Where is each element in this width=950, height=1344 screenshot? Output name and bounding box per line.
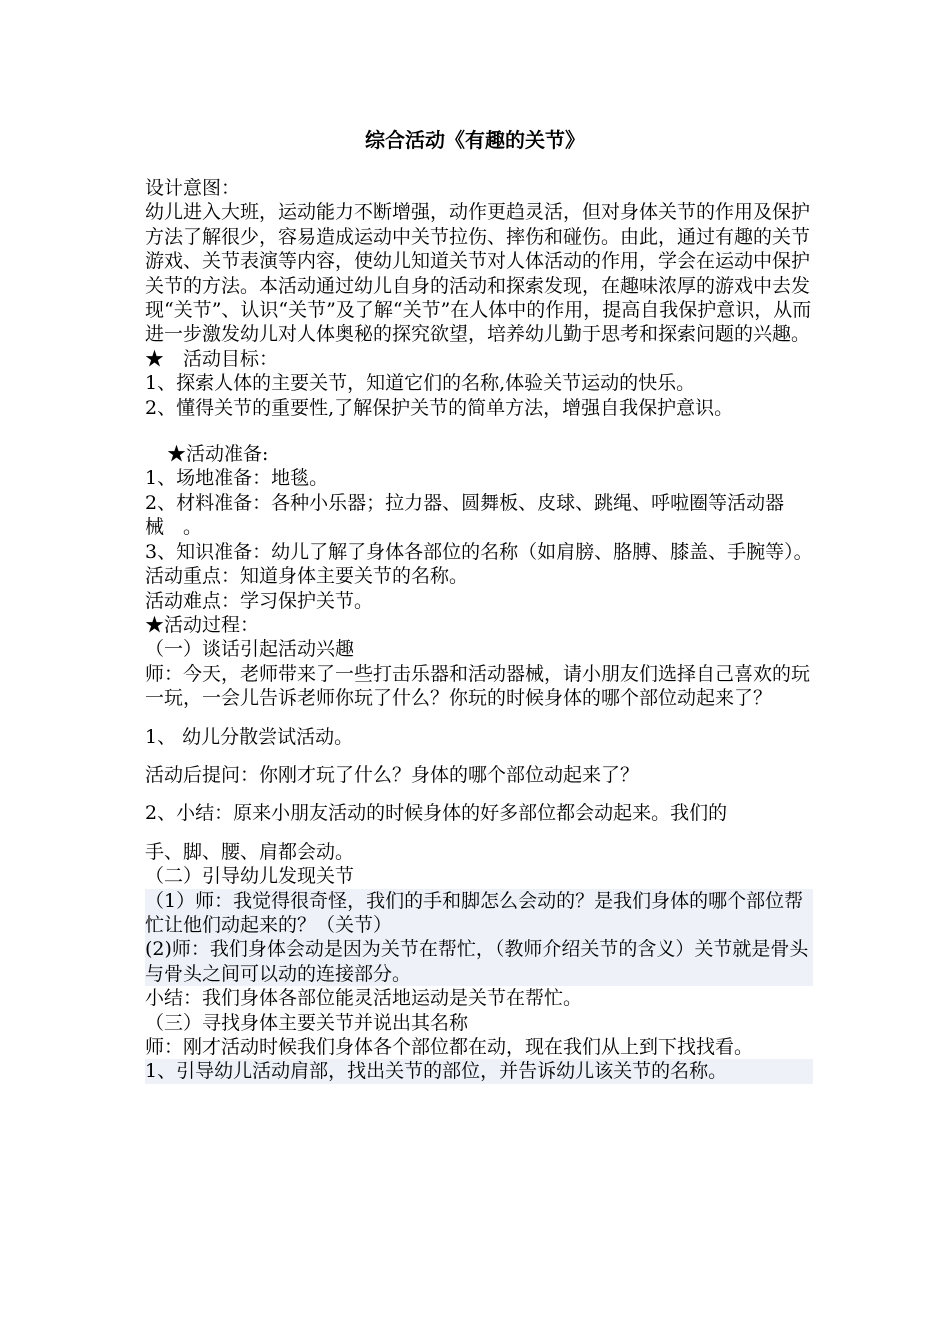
design-paragraph: 幼儿进入大班，运动能力不断增强，动作更趋灵活，但对身体关节的作用及保护方法了解很少，容易造成运动中关节拉伤、摔伤和碰伤。由此，通过有趣的关节游戏、关节表演等内容，使幼儿知道关节对人体活动的作用，学会在运动中保护关节的方法。本活动通过幼儿自身的活动和探索发现，在趣味浓厚的游戏中去发现“关节”、认识“关节”及了解“关节”在人体中的作用，提高自我保护意识，从而进一步激发幼儿对人体奥秘的探究欲望，培养幼儿勤于思考和探索问题的兴趣。 <box>145 201 812 346</box>
process-heading: ★活动过程： <box>145 613 260 636</box>
section-3-heading: （三）寻找身体主要关节并说出其名称 <box>145 1011 469 1034</box>
section-1-teacher-talk: 师：今天，老师带来了一些打击乐器和活动器械，请小朋友们选择自己喜欢的玩一玩，一会儿告诉老师你玩了什么？你玩的时候身体的哪个部位动起来了？ <box>145 662 811 710</box>
key-point: 活动重点：知道身体主要关节的名称。 <box>145 565 469 588</box>
section-2-heading: （二）引导幼儿发现关节 <box>145 865 355 888</box>
difficulty-point: 活动难点：学习保护关节。 <box>145 589 374 612</box>
design-heading: 设计意图： <box>145 177 241 199</box>
section-2-summary: 小结：我们身体各部位能灵活地运动是关节在帮忙。 <box>145 987 583 1010</box>
section-1-question: 活动后提问：你刚才玩了什么？身体的哪个部位动起来了？ <box>145 763 640 786</box>
section-3-teacher-talk: 师：刚才活动时候我们身体各个部位都在动，现在我们从上到下找找看。 <box>145 1036 754 1058</box>
prep-item-1: 1、场地准备：地毯。 <box>145 467 329 490</box>
document-body <box>145 176 813 1084</box>
section-1-item-2: 2、小结：原来小朋友活动的时候身体的好多部位都会动起来。我们的 <box>145 802 728 825</box>
goal-item-2: 2、懂得关节的重要性,了解保护关节的简单方法，增强自我保护意识。 <box>145 396 734 419</box>
prep-item-2: 2、材料准备：各种小乐器；拉力器、圆舞板、皮球、跳绳、呼啦圈等活动器械 。 <box>145 491 785 539</box>
section-1-heading: （一）谈话引起活动兴趣 <box>145 638 355 661</box>
section-1-item-2-continued: 手、脚、腰、肩都会动。 <box>145 840 355 863</box>
section-2-question-1: （1）师：我觉得很奇怪，我们的手和脚怎么会动的？是我们身体的哪个部位帮忙让他们动起来的？（关节） <box>145 889 813 938</box>
prep-heading: ★活动准备: <box>167 443 269 466</box>
section-3-item-1: 1、引导幼儿活动肩部，找出关节的部位，并告诉幼儿该关节的名称。 <box>145 1059 813 1083</box>
goal-item-1: 1、探索人体的主要关节，知道它们的名称,体验关节运动的快乐。 <box>145 372 696 395</box>
section-2-question-2: (2)师：我们身体会动是因为关节在帮忙，（教师介绍关节的含义）关节就是骨头与骨头之间可以动的连接部分。 <box>145 937 813 986</box>
section-1-item-1: 1、 幼儿分散尝试活动。 <box>145 725 354 748</box>
document-title: 综合活动《有趣的关节》 <box>365 128 585 152</box>
prep-item-3: 3、知识准备：幼儿了解了身体各部位的名称（如肩膀、胳膊、膝盖、手腕等）。 <box>145 540 813 563</box>
goal-heading: ★ 活动目标： <box>145 347 279 370</box>
